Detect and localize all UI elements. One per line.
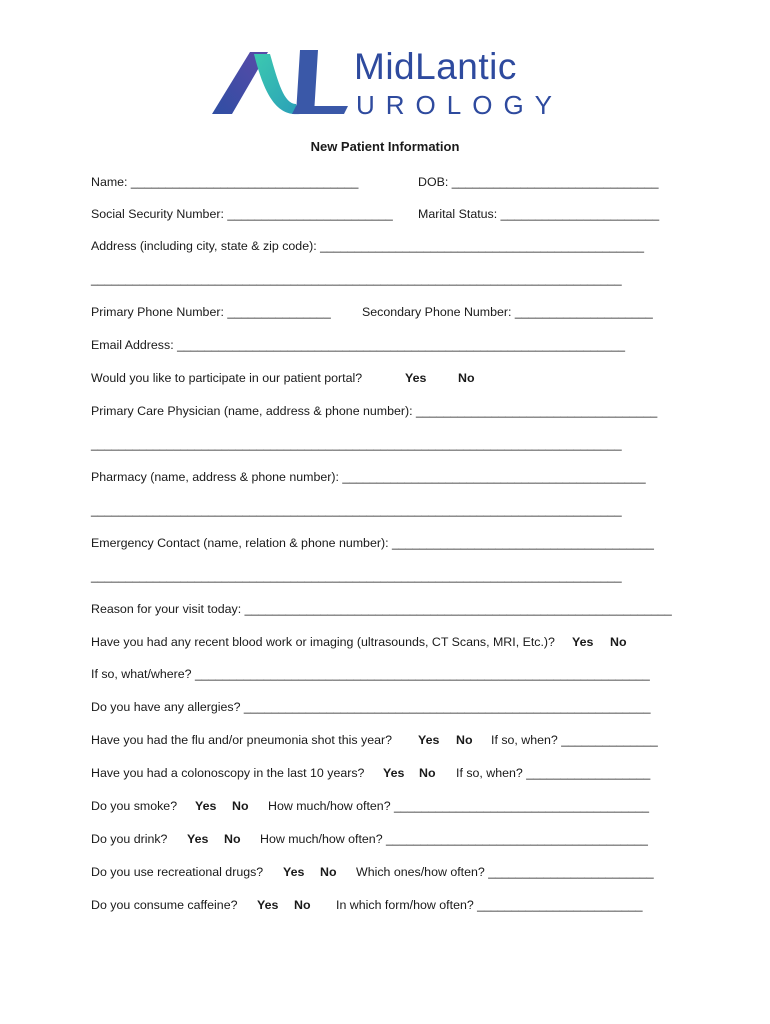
drugs-yes[interactable]: Yes xyxy=(283,865,305,879)
caffeine-yes[interactable]: Yes xyxy=(257,898,279,912)
smoke-how-field[interactable]: How much/how often? _____________________________________ xyxy=(268,799,650,813)
brand-subtitle: UROLOGY xyxy=(356,90,564,120)
page-title: New Patient Information xyxy=(310,139,460,154)
midlantic-urology-logo xyxy=(210,42,570,124)
drink-yes[interactable]: Yes xyxy=(187,832,209,846)
marital-status-field[interactable]: Marital Status: _______________________ xyxy=(418,207,660,221)
drugs-question: Do you use recreational drugs? xyxy=(91,865,264,879)
reason-field[interactable]: Reason for your visit today: ______________________________________________________________ xyxy=(91,602,672,616)
smoke-no[interactable]: No xyxy=(232,799,249,813)
secondary-phone-field[interactable]: Secondary Phone Number: ____________________ xyxy=(362,305,653,319)
ml-monogram-icon xyxy=(210,42,350,122)
address-line-2[interactable]: _____________________________________________________________________________ xyxy=(91,272,622,286)
name-field[interactable]: Name: _________________________________ xyxy=(91,175,359,189)
primary-phone-field[interactable]: Primary Phone Number: _______________ xyxy=(91,305,331,319)
flu-yes[interactable]: Yes xyxy=(418,733,440,747)
brand-name: MidLantic xyxy=(354,46,517,87)
pcp-line-2[interactable]: _____________________________________________________________________________ xyxy=(91,437,622,451)
caffeine-no[interactable]: No xyxy=(294,898,311,912)
emergency-contact-field[interactable]: Emergency Contact (name, relation & phone number): ______________________________________ xyxy=(91,536,654,550)
colonoscopy-when-field[interactable]: If so, when? __________________ xyxy=(456,766,651,780)
portal-no[interactable]: No xyxy=(458,371,475,385)
bloodwork-question: Have you had any recent blood work or imaging (ultrasounds, CT Scans, MRI, Etc.)? xyxy=(91,635,555,649)
pharmacy-field[interactable]: Pharmacy (name, address & phone number): ____________________________________________ xyxy=(91,470,646,484)
dob-field[interactable]: DOB: ______________________________ xyxy=(418,175,659,189)
bloodwork-where-field[interactable]: If so, what/where? __________________________________________________________________ xyxy=(91,667,650,681)
pcp-field[interactable]: Primary Care Physician (name, address & phone number): ___________________________________ xyxy=(91,404,658,418)
smoke-yes[interactable]: Yes xyxy=(195,799,217,813)
colonoscopy-question: Have you had a colonoscopy in the last 10 years? xyxy=(91,766,365,780)
drink-no[interactable]: No xyxy=(224,832,241,846)
colonoscopy-no[interactable]: No xyxy=(419,766,436,780)
address-field[interactable]: Address (including city, state & zip code): _______________________________________________ xyxy=(91,239,644,253)
flu-when-field[interactable]: If so, when? ______________ xyxy=(491,733,658,747)
emergency-line-2[interactable]: _____________________________________________________________________________ xyxy=(91,569,622,583)
flu-no[interactable]: No xyxy=(456,733,473,747)
email-field[interactable]: Email Address: _________________________________________________________________ xyxy=(91,338,626,352)
allergies-field[interactable]: Do you have any allergies? ___________________________________________________________ xyxy=(91,700,651,714)
ssn-field[interactable]: Social Security Number: ________________________ xyxy=(91,207,393,221)
caffeine-how-field[interactable]: In which form/how often? ________________________ xyxy=(336,898,643,912)
pharmacy-line-2[interactable]: _____________________________________________________________________________ xyxy=(91,503,622,517)
portal-question: Would you like to participate in our patient portal? xyxy=(91,371,363,385)
caffeine-question: Do you consume caffeine? xyxy=(91,898,238,912)
bloodwork-no[interactable]: No xyxy=(610,635,627,649)
drink-question: Do you drink? xyxy=(91,832,168,846)
flu-question: Have you had the flu and/or pneumonia shot this year? xyxy=(91,733,393,747)
portal-yes[interactable]: Yes xyxy=(405,371,427,385)
drugs-how-field[interactable]: Which ones/how often? ________________________ xyxy=(356,865,654,879)
bloodwork-yes[interactable]: Yes xyxy=(572,635,594,649)
smoke-question: Do you smoke? xyxy=(91,799,178,813)
drink-how-field[interactable]: How much/how often? ______________________________________ xyxy=(260,832,648,846)
drugs-no[interactable]: No xyxy=(320,865,337,879)
colonoscopy-yes[interactable]: Yes xyxy=(383,766,405,780)
